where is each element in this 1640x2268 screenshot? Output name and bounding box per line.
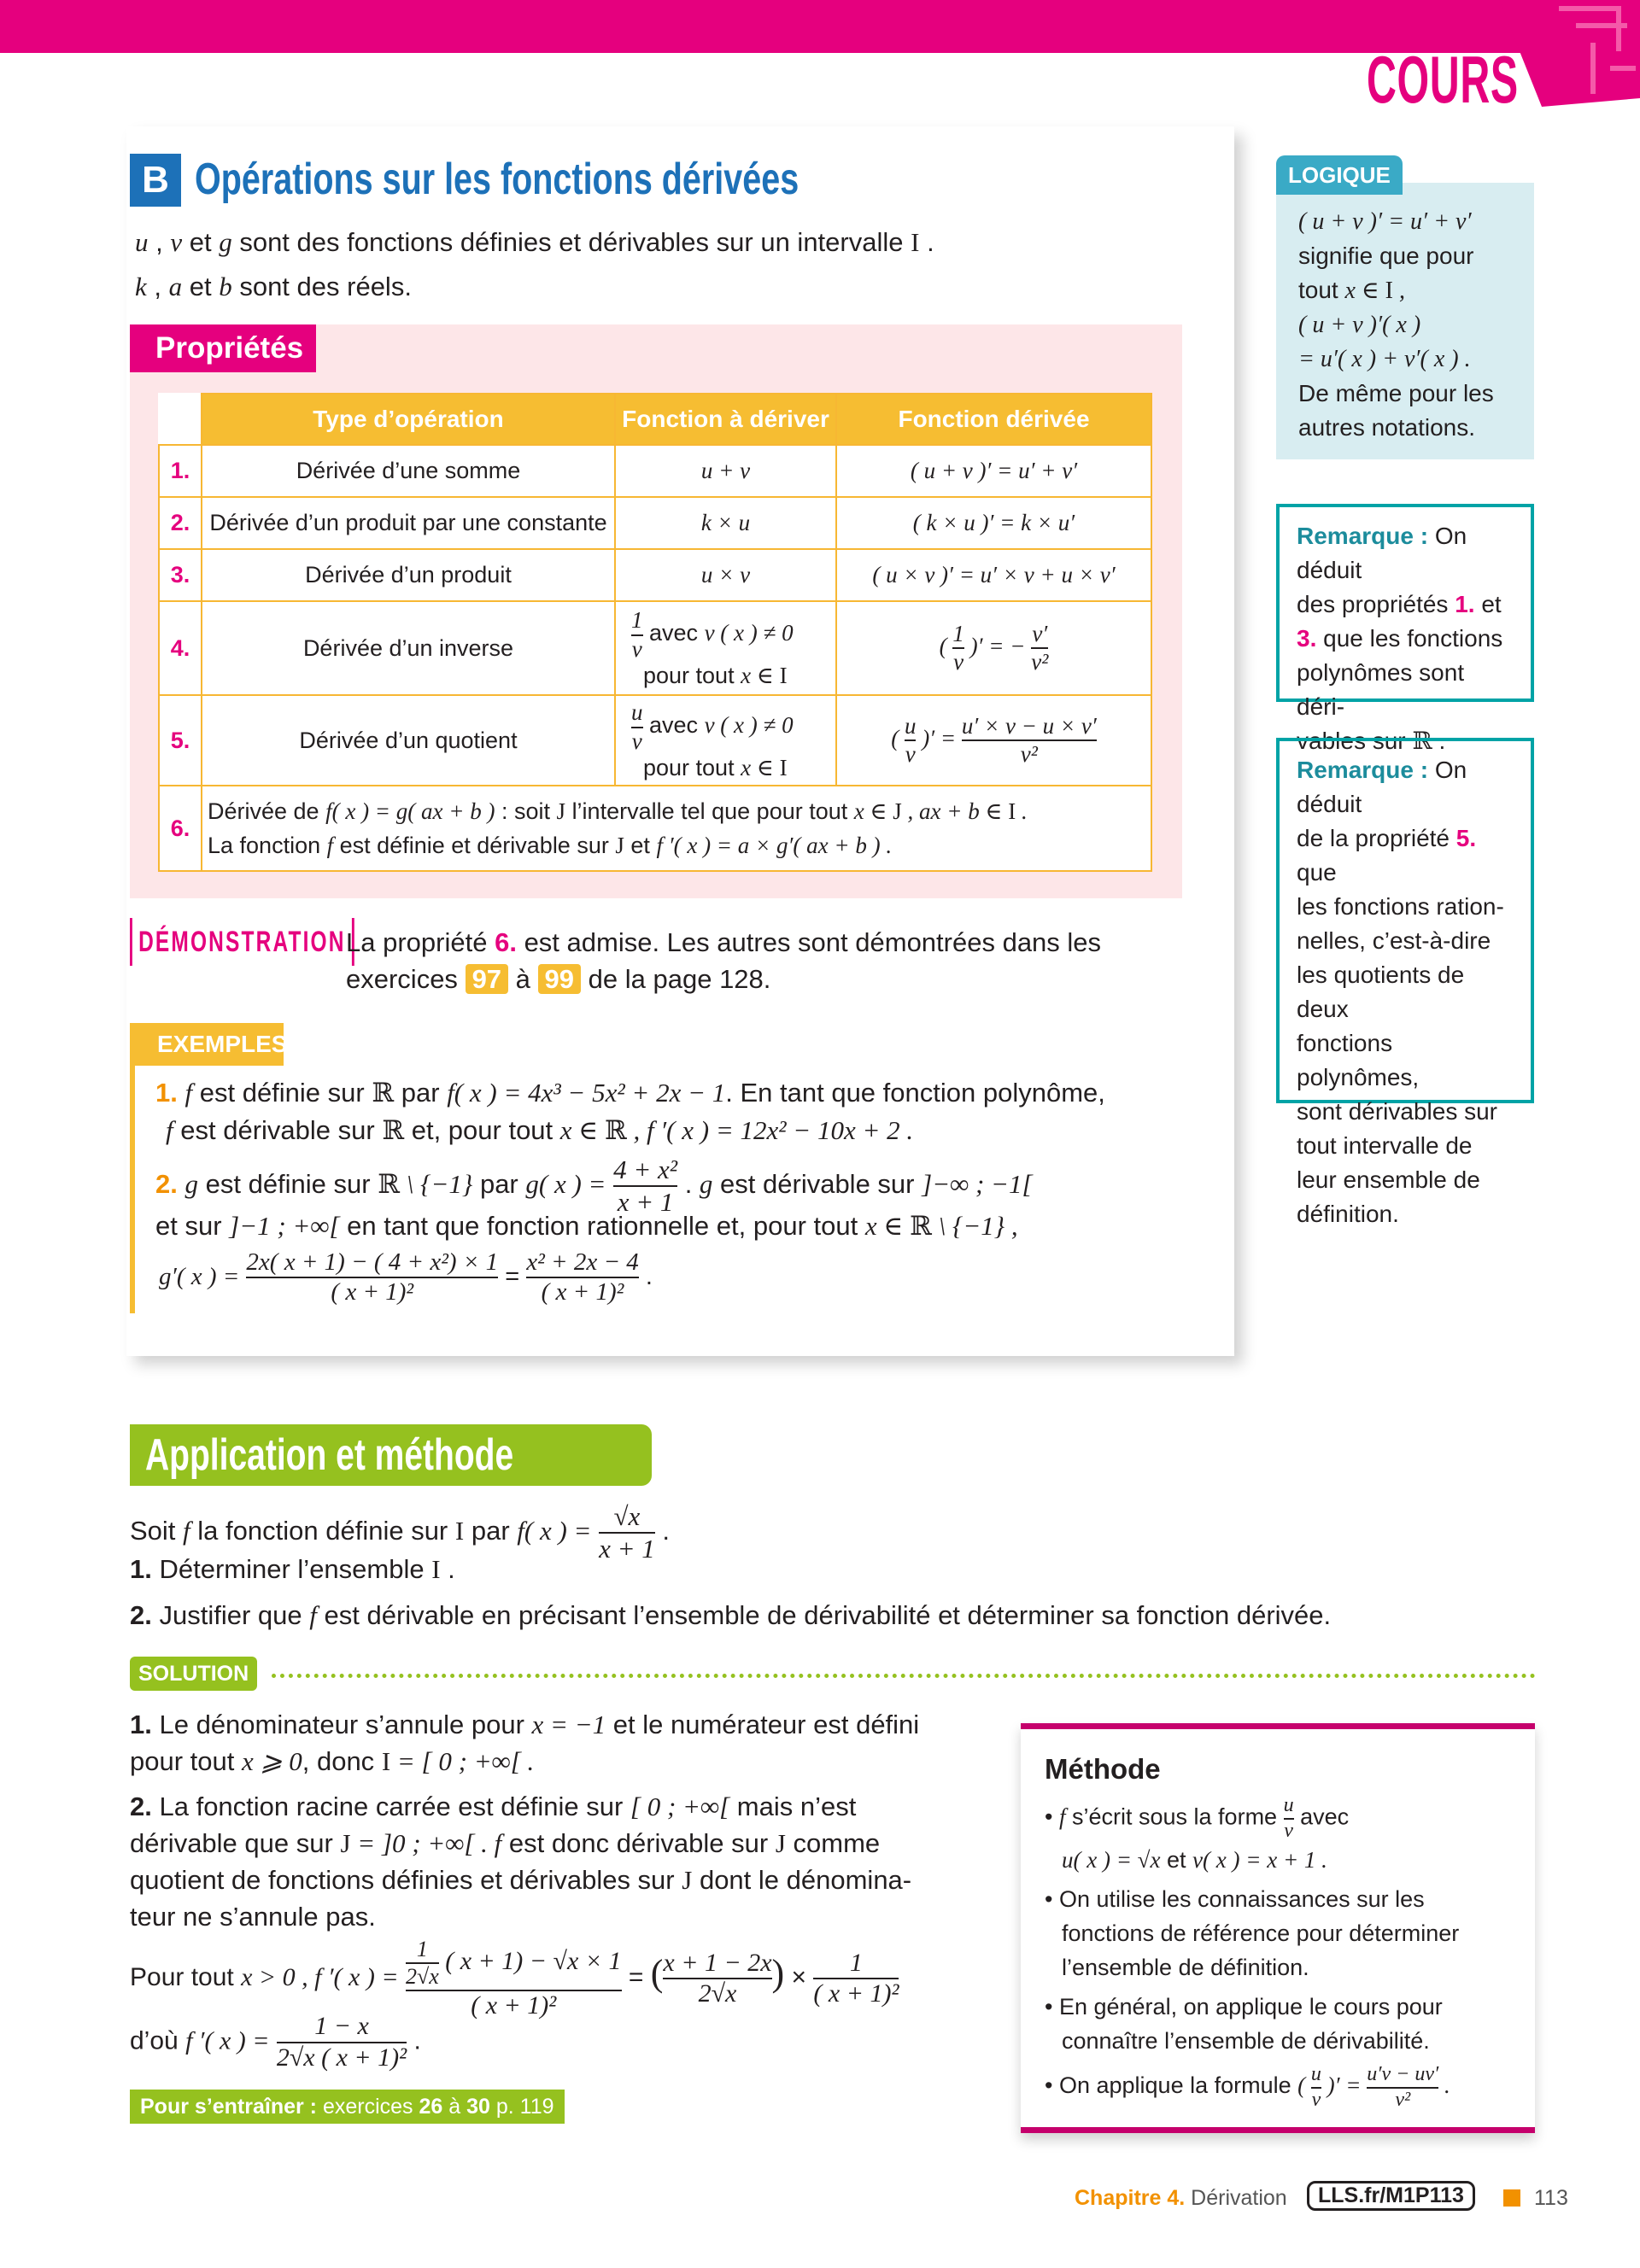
solution-text-2: 2. La fonction racine carrée est définie sur [ 0 ; +∞[ mais n’est dérivable que sur J = ]0 ; +∞[ . f est donc dérivable sur J comme quotient de fonctions définies et dérivables sur J dont le dénomina- teur ne s’annule pas. [130, 1792, 912, 1932]
exercise-99-link[interactable]: 99 [538, 964, 581, 994]
question-2: 2. Justifier que f est dérivable en précisant l’ensemble de dérivabilité et déterminer sa fonction dérivée. [130, 1600, 1332, 1630]
cours-label: COURS [1367, 42, 1519, 117]
solution-text: 1. Le dénominateur s’annule pour x = −1 et le numérateur est défini pour tout x ⩾ 0, donc I = [ 0 ; +∞[ . [130, 1710, 920, 1776]
footer-link[interactable]: LLS.fr/M1P113 [1307, 2181, 1475, 2211]
footer-chapter: Chapitre 4. Dérivation [1075, 2186, 1287, 2210]
examples-tag: EXEMPLES [130, 1023, 284, 1066]
section-title: Opérations sur les fonctions dérivées [195, 155, 800, 204]
section-badge: B [130, 154, 181, 207]
intro-line-1: u , v et g sont des fonctions définies et dérivables sur un intervalle I . [135, 227, 934, 257]
solution-result: d’où f ′( x ) = $\frac{1 - x}{\text{2√x ( x + 1)²}}$ . [130, 2012, 421, 2072]
application-title: Application et méthode [130, 1424, 652, 1486]
exercise-97-link[interactable]: 97 [466, 964, 508, 994]
header-derivative: Fonction dérivée [836, 394, 1151, 445]
logique-tag: LOGIQUE [1276, 155, 1403, 195]
dotted-separator [272, 1674, 1536, 1678]
intro-line-2: k , a et b sont des réels. [135, 272, 412, 301]
examples-bar [130, 1023, 135, 1313]
remarque-2-box: Remarque : On déduit de la propriété 5. que les fonctions ration- nelles, c’est-à-dire les quotients de deux fonctions polynômes, sont dérivables sur tout intervalle de leur ensemble de définition. [1276, 738, 1534, 1103]
corner-decoration [1499, 0, 1640, 107]
demonstration-label: DÉMONSTRATION [130, 918, 354, 966]
table-row: 6. Dérivée de f( x ) = g( ax + b ) : soit J l’intervalle tel que pour tout x ∈ J , ax + b ∈ I . La fonction f est définie et dérivable sur J et f ′( x ) = a × g′( ax + b ) . [159, 786, 1151, 871]
table-row: 1. Dérivée d’une somme u + v ( u + v )′ = u′ + v′ [159, 445, 1151, 497]
example-2-derivative: g′( x ) = $\frac{\text{2x( x + 1) − ( 4 + x²) × 1}}{\text{( x + 1)²}}$ = $\frac{\text{x² + 2x − 4}}{\text{( x + 1)²}}$ . [159, 1248, 653, 1306]
table-row: 5. Dérivée d’un quotient $\frac{u}{v}$ avec v ( x ) ≠ 0 pour tout x ∈ I ( $\frac{u}{v}$ )′ = $\frac{u' \times v - u \times v'}{\text{v²}}$ [159, 695, 1151, 786]
table-row: 4. Dérivée d’un inverse $\frac{1}{v}$ avec v ( x ) ≠ 0 pour tout x ∈ I ( $\frac{1}{v}$ )′ = − $\frac{v'}{\text{v²}}$ [159, 601, 1151, 695]
example-2-cont: et sur ]−1 ; +∞[ en tant que fonction rationnelle et, pour tout x ∈ ℝ \ {−1} , [155, 1211, 1018, 1241]
table-row: 3. Dérivée d’un produit u × v ( u × v )′ = u′ × v + u × v′ [159, 549, 1151, 601]
header-type: Type d’opération [202, 394, 615, 445]
properties-tag: Propriétés [130, 324, 316, 372]
page-number: 113 [1534, 2186, 1568, 2210]
solution-derivative: Pour tout x > 0 , f ′( x ) = $\frac{1}{2√x}$ ( x + 1) − √x × 1 ( x + 1)² = ( $\frac{x + 1 - 2x}{2√x}$ ) × $\frac{1}{\text{( x + 1)²}}$ [130, 1937, 899, 2020]
header-function: Fonction à dériver [615, 394, 836, 445]
logique-box: ( u + v )′ = u′ + v′ signifie que pour tout x ∈ I , ( u + v )′( x ) = u′( x ) + v′( x ) . De même pour les autres notations. [1276, 183, 1534, 459]
example-1: 1. f est définie sur ℝ par f( x ) = 4x³ − 5x² + 2x − 1. En tant que fonction polynôme, f est dérivable sur ℝ et, pour tout x ∈ ℝ , f ′( x ) = 12x² − 10x + 2 . [155, 1078, 1105, 1145]
remarque-1-box: Remarque : On déduit des propriétés 1. et 3. que les fonctions polynômes sont déri- vables sur ℝ . [1276, 504, 1534, 702]
methode-box: Méthode • f s’écrit sous la forme $\frac{u}{v}$ avec u( x ) = √x et v( x ) = x + 1 . • On utilise les connaissances sur les fonctions de référence pour déterminer l’ensemble de définition. • En général, on applique le cours pour connaître l’ensemble de dérivabilité. • On applique la formule ( $\frac{u}{v}$ )′ = $\frac{u'v - uv'}{\text{v²}}$ . [1021, 1723, 1535, 2133]
table-row: 2. Dérivée d’un produit par une constante k × u ( k × u )′ = k × u′ [159, 497, 1151, 549]
train-link[interactable]: Pour s’entraîner : exercices 26 à 30 p. 119 [130, 2090, 565, 2124]
demonstration-text: La propriété 6. est admise. Les autres sont démontrées dans les exercices 97 à 99 de la page 128. [346, 927, 1102, 994]
solution-tag: SOLUTION [130, 1657, 257, 1691]
top-bar [0, 0, 1580, 53]
question-1: 1. Déterminer l’ensemble I . [130, 1554, 455, 1584]
example-2: 2. g est définie sur ℝ \ {−1} par g( x ) = $\frac{\text{4 + x²}}{x + 1}$ . g est dérivable sur ]−∞ ; −1[ [155, 1154, 1033, 1217]
footer-square [1503, 2189, 1520, 2207]
application-intro: Soit f la fonction définie sur I par f( x ) = $\frac{√x}{x + 1}$ . [130, 1501, 671, 1564]
properties-table [158, 393, 1152, 872]
